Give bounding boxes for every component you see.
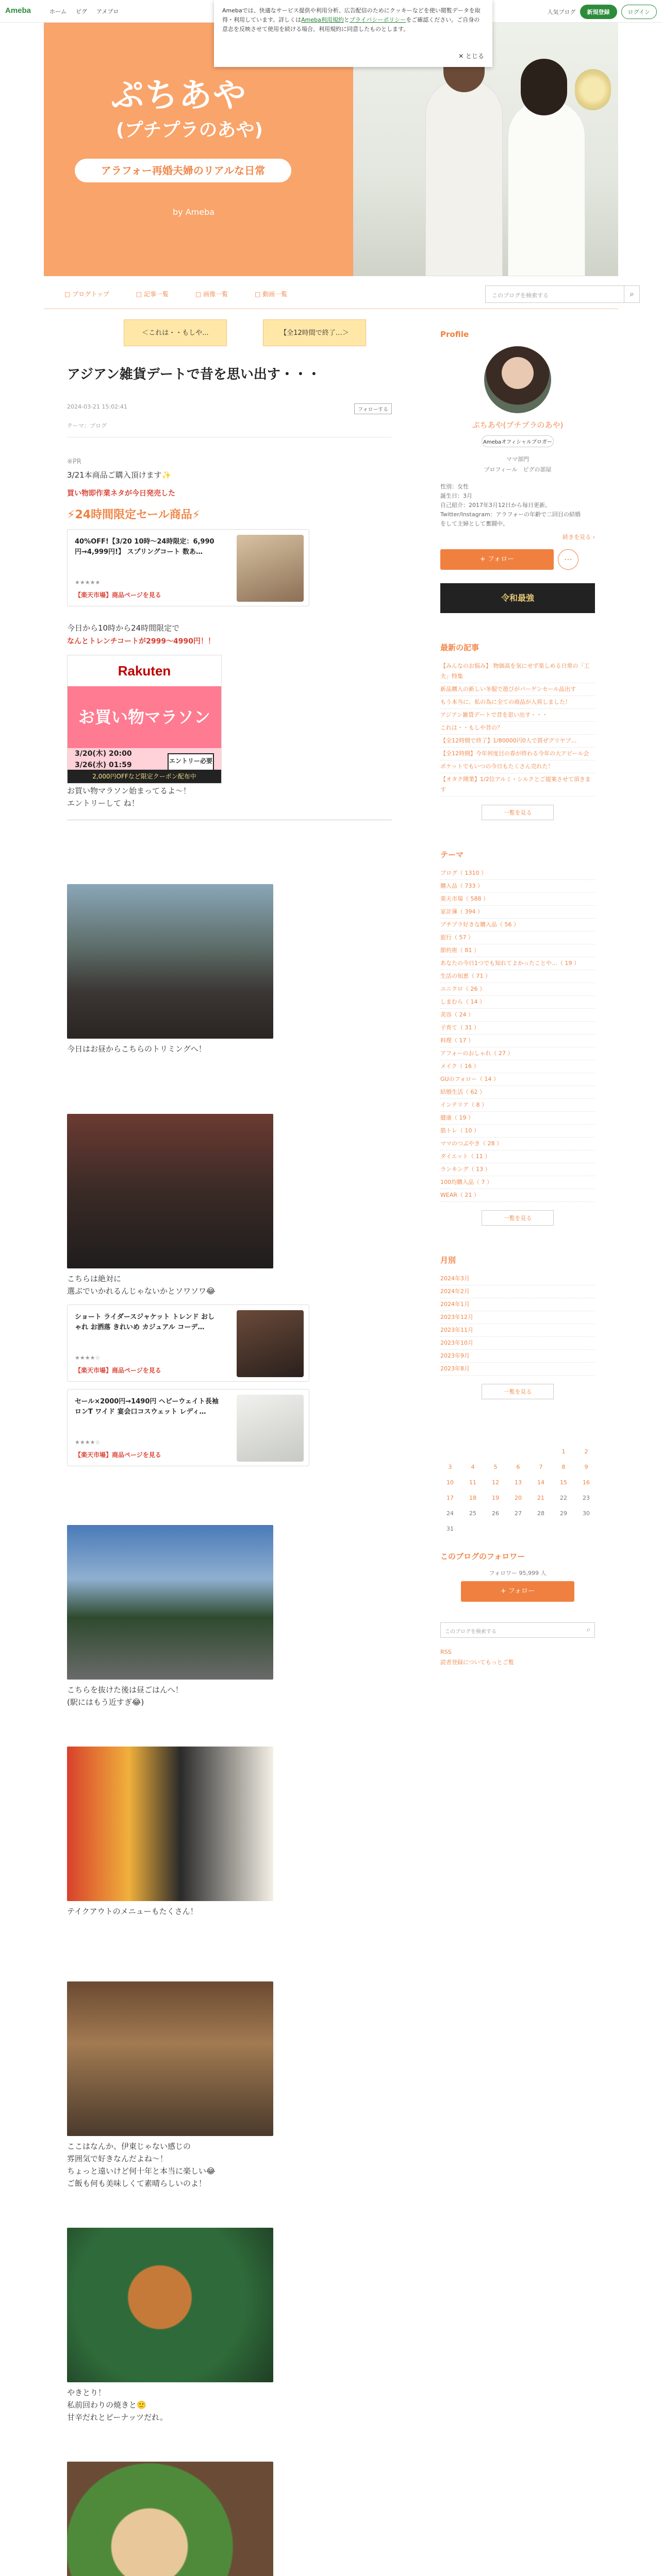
theme-item[interactable]: 節約術（ 81 ）: [440, 944, 595, 957]
article-pager: [124, 319, 392, 346]
caption: テイクアウトのメニューもたくさん！: [67, 1907, 198, 1916]
sidebar-ad[interactable]: 令和最強: [440, 583, 595, 613]
top-nav-pigg[interactable]: ピグ: [76, 8, 87, 15]
calendar-day[interactable]: 11: [469, 1479, 476, 1486]
month-item[interactable]: 2023年11月: [440, 1324, 595, 1337]
calendar-day[interactable]: 13: [515, 1479, 522, 1486]
privacy-link[interactable]: プライバシーポリシー: [349, 16, 406, 23]
sidebar-search-input[interactable]: [440, 1622, 595, 1638]
sidebar: [440, 330, 595, 1668]
month-item[interactable]: 2023年8月: [440, 1363, 595, 1376]
latest-list: [440, 660, 595, 796]
caption: ちょっと遠いけど何十年と本当に楽しい😂: [67, 2166, 216, 2176]
product-rating: ★★★★★: [75, 579, 101, 586]
article-meta: [67, 403, 392, 414]
nav-images[interactable]: □ 画像一覧: [195, 290, 228, 298]
theme-item[interactable]: アフォーのおしゃれ（ 27 ）: [440, 1047, 595, 1060]
cookie-close-button[interactable]: ✕ とじる: [458, 53, 484, 60]
monthly-more-button[interactable]: 一覧を見る: [482, 1384, 554, 1399]
product-link[interactable]: 【楽天市場】商品ページを見る: [75, 1367, 161, 1374]
theme-item[interactable]: 旅行（ 57 ）: [440, 931, 595, 944]
blog-nav: [44, 280, 634, 309]
theme-item[interactable]: ユニクロ（ 26 ）: [440, 983, 595, 996]
monthly-section: [440, 1255, 595, 1399]
calendar-day[interactable]: 1: [561, 1448, 566, 1455]
calendar-day[interactable]: 4: [471, 1464, 475, 1470]
caption: こちらを抜けた後は昼ごはんへ！: [67, 1685, 183, 1694]
calendar-day[interactable]: 9: [584, 1464, 588, 1470]
official-badge: Amebaオフィシャルブロガー: [482, 435, 554, 447]
profile-link[interactable]: プロフィール: [484, 466, 518, 473]
product-image: [237, 1395, 304, 1462]
calendar-day[interactable]: 20: [515, 1495, 522, 1501]
product-rating: ★★★★☆: [75, 1354, 101, 1361]
blog-nav-items: [64, 290, 287, 298]
photo-car-dog: [67, 884, 273, 1039]
popular-blog-link[interactable]: 人気ブログ: [547, 9, 576, 15]
article-line: 3/21本商品ご購入頂けます✨: [67, 470, 172, 480]
pr-note: ※PR: [67, 458, 81, 466]
calendar: [440, 1446, 595, 1535]
latest-item[interactable]: 【オタク開業】1/2位アルミ・シルクとご提案させて頂きます: [440, 773, 595, 796]
calendar-day[interactable]: 26: [492, 1510, 499, 1517]
theme-heading: テーマ: [440, 850, 464, 859]
product-image: [237, 535, 304, 602]
product-card[interactable]: [67, 1304, 309, 1382]
follower-heading: このブログのフォロワー: [440, 1552, 525, 1561]
coupon-strip: 2,000円OFFなど限定クーポン配布中: [68, 770, 221, 783]
calendar-day: [508, 1446, 528, 1458]
follow-button-2[interactable]: + フォロー: [461, 1581, 574, 1602]
product-title: セール×2000円→1490円 ヘビーウェイト長袖ロンT ワイド 宴会口コスウェット レディ…: [75, 1398, 219, 1416]
theme-item[interactable]: 100均購入品（ 7 ）: [440, 1176, 595, 1189]
cookie-text-end: をご確認ください。ご自身の意志を反映させて使用を続ける場合、利用規約に同意したものとします。: [222, 16, 480, 32]
calendar-day[interactable]: 2: [584, 1448, 588, 1455]
product-card[interactable]: [67, 529, 309, 606]
profile-genre[interactable]: ママ部門: [506, 456, 529, 463]
top-nav-ameblo[interactable]: アメブロ: [96, 8, 119, 15]
rakuten-logo: Rakuten: [68, 655, 221, 686]
nav-blog-top[interactable]: □ ブログトップ: [64, 290, 109, 298]
sidebar-links: [440, 1647, 595, 1668]
avatar[interactable]: [484, 346, 551, 413]
pigg-room-link[interactable]: ピグの部屋: [523, 466, 552, 473]
caption: こちらは絶対に: [67, 1274, 122, 1283]
photo-pho: [67, 2462, 273, 2576]
profile-intro-2: をして主婦として奮闘中。: [440, 520, 508, 527]
calendar-day[interactable]: 25: [469, 1510, 476, 1517]
terms-link[interactable]: Ameba利用規約: [301, 16, 344, 23]
product-rating: ★★★★☆: [75, 1439, 101, 1446]
banner-title: ぷちあや: [111, 77, 247, 115]
banner-by: by Ameba: [173, 207, 215, 217]
top-nav: [49, 7, 119, 15]
calendar-day[interactable]: 3: [448, 1464, 452, 1470]
theme-item[interactable]: ランキング（ 13 ）: [440, 1163, 595, 1176]
profile-meta: [440, 454, 595, 475]
caption: 雰囲気で好きなんだよね〜！: [67, 2154, 168, 2163]
bouquet: [575, 69, 611, 110]
latest-item[interactable]: 【みんなのお悩み】 物価高を気にせず楽しめる日常の「工夫」特集: [440, 660, 595, 683]
month-item[interactable]: 2023年12月: [440, 1311, 595, 1324]
calendar-day[interactable]: 18: [469, 1495, 476, 1501]
cookie-text: Amebaでは、快適なサービス提供や利用分析、広告配信のためにクッキーなどを使い閲覧データを取得・利用しています。詳しくは: [222, 7, 481, 23]
profile-gender: 性別：女性: [440, 483, 469, 490]
latest-item[interactable]: 【全12時間】今年何度目の春が終わる今年の大アピール会: [440, 748, 595, 760]
profile-heading: Profile: [440, 330, 469, 339]
latest-more-button[interactable]: 一覧を見る: [482, 805, 554, 820]
month-item[interactable]: 2023年10月: [440, 1337, 595, 1350]
calendar-day[interactable]: 24: [446, 1510, 454, 1517]
article-date: 2024-03-21 15:02:41: [67, 403, 127, 410]
calendar-day[interactable]: 15: [560, 1479, 567, 1486]
latest-item[interactable]: 新品購入の新しい冬服で遊びがバーゲンセール品出す: [440, 683, 595, 696]
profile-name[interactable]: ぷちあや(プチプラのあや): [472, 420, 564, 430]
profile-intro: 自己紹介：2017年3月12日から毎日更新。Twitter/Instagram：アラフォーの年齢で二回目の結婚: [440, 502, 581, 518]
product-link[interactable]: 【楽天市場】商品ページを見る: [75, 1451, 161, 1459]
banner-tagline: アラフォー再婚夫婦のリアルな日常: [75, 159, 291, 182]
theme-item[interactable]: 結婚生活（ 62 ）: [440, 1086, 595, 1099]
cookie-notice: [214, 0, 492, 67]
nav-articles[interactable]: □ 記事一覧: [136, 290, 169, 298]
caption: 選ぶでいかれるんじゃないかとソワソワ😂: [67, 1286, 216, 1296]
rss-link[interactable]: RSS: [440, 1649, 452, 1655]
calendar-day[interactable]: 28: [537, 1510, 544, 1517]
next-article-button[interactable]: 【全12時間で終了…＞: [263, 319, 366, 346]
marathon-start: 3/20(木) 20:00: [75, 750, 132, 758]
photo-restaurant: [67, 1981, 273, 2136]
month-item[interactable]: 2024年2月: [440, 1285, 595, 1298]
follow-small-button[interactable]: フォローする: [354, 403, 392, 414]
theme-item[interactable]: 生活の知恵（ 71 ）: [440, 970, 595, 983]
month-item[interactable]: 2024年3月: [440, 1273, 595, 1285]
calendar-day[interactable]: 21: [537, 1495, 544, 1501]
follow-button[interactable]: + フォロー: [440, 549, 554, 570]
caption: ご飯も何も美味しくて素晴らしいのよ！: [67, 2179, 207, 2188]
calendar-day[interactable]: 16: [583, 1479, 590, 1486]
latest-item[interactable]: アジアン雑貨デートで昔を思い出す・・・: [440, 709, 595, 722]
nav-videos[interactable]: □ 動画一覧: [255, 290, 287, 298]
theme-item[interactable]: ブログ（ 1310 ）: [440, 867, 595, 880]
caption: ここはなんか、伊東じゃない感じの: [67, 2142, 191, 2151]
theme-item[interactable]: 健康（ 19 ）: [440, 1112, 595, 1125]
calendar-day[interactable]: 19: [492, 1495, 499, 1501]
calendar-day[interactable]: 29: [560, 1510, 567, 1517]
article-theme[interactable]: テーマ：ブログ: [67, 422, 107, 429]
theme-item[interactable]: 子育て（ 31 ）: [440, 1022, 595, 1035]
follower-count: フォロワー 95,999 人: [489, 1570, 547, 1577]
latest-item[interactable]: ポケットでもいつの今日もたくさん売れた！: [440, 760, 595, 773]
latest-section: [440, 642, 595, 820]
theme-item[interactable]: プチプラ好きな購入品（ 56 ）: [440, 919, 595, 931]
calendar-day[interactable]: 8: [561, 1464, 566, 1470]
bride-figure: [508, 100, 585, 276]
caption: 甘辛だれとピーナッツだれ。: [67, 2413, 168, 2422]
article-line-red: 買い物即作業ネタが今日発売した: [67, 489, 175, 498]
article-text: お買い物マラソン始まってるよ〜！: [67, 786, 191, 795]
article-text: エントリーして ね！: [67, 799, 139, 808]
calendar-day[interactable]: 31: [446, 1526, 454, 1532]
product-title: 40%OFF!【3/20 10時〜24時限定：6,990円→4,999円!】 スプリングコート 数あ…: [75, 538, 214, 556]
theme-section: [440, 849, 595, 1226]
calendar-day[interactable]: 27: [515, 1510, 522, 1517]
sale-highlight: ⚡24時間限定セール商品⚡: [67, 509, 201, 521]
month-item[interactable]: 2024年1月: [440, 1298, 595, 1311]
theme-item[interactable]: 美容（ 24 ）: [440, 1009, 595, 1022]
calendar-day: [463, 1446, 483, 1458]
photo-street: [67, 1525, 273, 1680]
follow-row: [440, 549, 595, 570]
theme-item[interactable]: ママのつぶやき（ 28 ）: [440, 1138, 595, 1150]
theme-item[interactable]: 筋トレ（ 10 ）: [440, 1125, 595, 1138]
calendar-day[interactable]: 7: [539, 1464, 543, 1470]
monthly-list: [440, 1273, 595, 1376]
entry-badge: エントリー必要: [168, 753, 214, 778]
latest-heading: 最新の記事: [440, 643, 479, 652]
search-icon[interactable]: ⌕: [586, 1626, 590, 1634]
marathon-dates: [75, 748, 132, 771]
photo-takeout-menu: [67, 1747, 273, 1901]
article-title: アジアン雑貨デートで昔を思い出す・・・: [67, 367, 321, 382]
latest-item[interactable]: これは・・もしや昔の？: [440, 722, 595, 735]
search-placeholder: このブログを検索する: [492, 292, 549, 299]
theme-item[interactable]: 家計簿（ 394 ）: [440, 906, 595, 919]
cookie-text-and: と: [343, 16, 350, 23]
theme-more-button[interactable]: 一覧を見る: [482, 1210, 554, 1226]
product-title: ショート ライダースジャケット トレンド おしゃれ お洒落 きれいめ カジュアル コーデ…: [75, 1313, 215, 1331]
photo-yakitori: [67, 2228, 273, 2382]
calendar-day[interactable]: 5: [493, 1464, 498, 1470]
photo-selfie-dog: [67, 1114, 273, 1268]
prev-article-button[interactable]: ＜これは・・もしや...: [124, 319, 227, 346]
login-button[interactable]: ログイン: [621, 5, 657, 19]
article-text: 今日から10時から24時間限定で: [67, 623, 180, 633]
top-right-actions: [548, 5, 657, 19]
product-image: [237, 1310, 304, 1377]
marathon-end: 3/26(水) 01:59: [75, 761, 132, 769]
caption: 私前回わりの焼きと🙂: [67, 2400, 146, 2410]
product-link[interactable]: 【楽天市場】商品ページを見る: [75, 591, 161, 599]
register-button[interactable]: 新規登録: [580, 5, 617, 19]
banner-subtitle: (プチプラのあや): [116, 120, 263, 141]
article-text-red: なんとトレンチコートが2999〜4990円！！: [67, 637, 216, 646]
theme-item[interactable]: ダイエット（ 11 ）: [440, 1150, 595, 1163]
theme-item[interactable]: 購入品（ 733 ）: [440, 880, 595, 893]
product-card[interactable]: [67, 1389, 309, 1466]
theme-item[interactable]: GUのフォロー（ 14 ）: [440, 1073, 595, 1086]
monthly-heading: 月別: [440, 1256, 456, 1265]
month-item[interactable]: 2023年9月: [440, 1350, 595, 1363]
latest-item[interactable]: もう本当に、私の為に全ての商品が入荷しました！: [440, 696, 595, 709]
bride-head: [521, 59, 567, 115]
calendar-day[interactable]: 30: [583, 1510, 590, 1517]
article: [67, 319, 392, 2576]
theme-item[interactable]: インテリア（ 8 ）: [440, 1099, 595, 1112]
marathon-headline: お買い物マラソン: [68, 686, 221, 748]
profile-birthday: 誕生日：3月: [440, 493, 472, 499]
calendar-day[interactable]: 14: [537, 1479, 544, 1486]
profile-info: [440, 482, 595, 529]
caption: (駅にはもう近すぎ😂): [67, 1698, 144, 1707]
latest-item[interactable]: 【全12時間で終了】1/80000円0人で買ぜグリヤブ…: [440, 735, 595, 748]
sidebar-search-placeholder: このブログを検索する: [445, 1629, 496, 1635]
caption: 今日はお昼からこちらのトリミングへ！: [67, 1044, 206, 1054]
theme-item[interactable]: メイク（ 16 ）: [440, 1060, 595, 1073]
profile-more-link[interactable]: 続きを見る ›: [562, 534, 595, 540]
calendar-day[interactable]: 10: [446, 1479, 454, 1486]
top-nav-home[interactable]: ホーム: [49, 8, 67, 15]
calendar-day[interactable]: 23: [583, 1495, 590, 1501]
search-icon[interactable]: ⌕: [624, 286, 639, 302]
calendar-day[interactable]: 6: [516, 1464, 520, 1470]
more-options-icon[interactable]: ⋯: [558, 549, 578, 570]
follower-section: [440, 1551, 595, 1602]
caption: やきとり！: [67, 2388, 106, 2397]
calendar-day: [531, 1446, 551, 1458]
blog-search-input[interactable]: [485, 285, 640, 303]
theme-item[interactable]: あなたの今日1つでも知れてよかったことや…（ 19 ）: [440, 957, 595, 970]
rakuten-banner[interactable]: [67, 655, 222, 784]
theme-item[interactable]: しまむら（ 14 ）: [440, 996, 595, 1009]
calendar-day[interactable]: 22: [560, 1495, 567, 1501]
calendar-day: [440, 1446, 460, 1458]
theme-list: [440, 867, 595, 1202]
groom-figure: [425, 79, 503, 276]
calendar-day[interactable]: 17: [446, 1495, 454, 1501]
reader-link[interactable]: 読者登録についてもっとご覧: [440, 1659, 514, 1666]
calendar-day[interactable]: 12: [492, 1479, 499, 1486]
ameba-logo[interactable]: Ameba: [5, 6, 31, 15]
theme-item[interactable]: 楽天市場（ 588 ）: [440, 893, 595, 906]
calendar-day: [486, 1446, 505, 1458]
theme-item[interactable]: 料理（ 17 ）: [440, 1035, 595, 1047]
theme-item[interactable]: WEAR（ 21 ）: [440, 1189, 595, 1202]
